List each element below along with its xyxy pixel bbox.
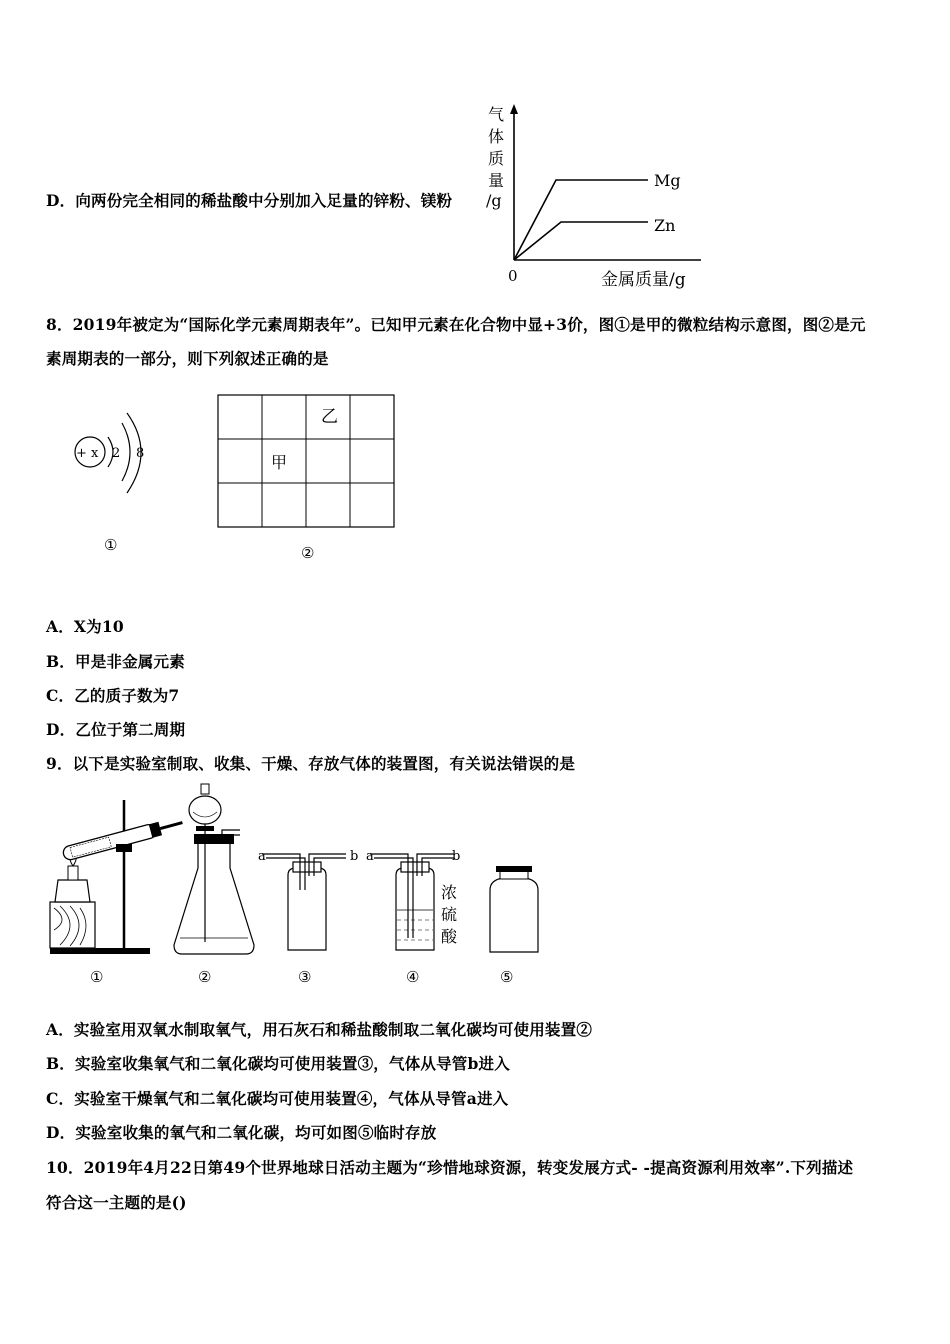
graph-label-mg: Mg: [654, 171, 681, 190]
graph-xlabel: 金属质量/g: [601, 270, 686, 290]
q9-option-a: A．实验室用双氧水制取氧气，用石灰石和稀盐酸制取二氧化碳均可使用装置②: [46, 1020, 593, 1039]
q8-option-a: A．X为10: [46, 617, 124, 636]
q9-option-d: D．实验室收集的氧气和二氧化碳，均可如图⑤临时存放: [46, 1123, 437, 1142]
apparatus-caption: ①: [90, 968, 104, 986]
graph-yunit: /g: [486, 191, 502, 210]
nucleus-charge: + x: [76, 446, 99, 461]
table-cell-jia: 甲: [271, 453, 288, 472]
q7-mass-graph: [476, 100, 716, 295]
figure1-caption: ①: [104, 536, 118, 554]
graph-ylabel-char: 质: [488, 149, 505, 168]
apparatus-3-gas-bottle: [258, 849, 358, 986]
lab-apparatus-figure: [40, 780, 560, 995]
atom-structure-diagram: [60, 405, 170, 565]
q9-option-b: B．实验室收集氧气和二氧化碳均可使用装置③，气体从导管b进入: [46, 1054, 510, 1073]
shell1-electrons: 2: [112, 446, 121, 461]
graph-origin: 0: [508, 267, 518, 285]
port-a-label: a: [258, 849, 266, 864]
q9-option-c: C．实验室干燥氧气和二氧化碳均可使用装置④，气体从导管a进入: [46, 1089, 509, 1108]
electron-shell-arc: [122, 423, 130, 481]
periodic-table-fragment: [215, 392, 400, 564]
apparatus-caption: ⑤: [500, 968, 514, 986]
q8-option-b: B．甲是非金属元素: [46, 652, 185, 671]
q10-stem-line2: 符合这一主题的是(): [46, 1193, 187, 1212]
apparatus-caption: ③: [298, 968, 312, 986]
graph-label-zn: Zn: [654, 216, 676, 235]
shell2-electrons: 8: [136, 446, 145, 461]
acid-label-char: 酸: [441, 927, 458, 946]
q7-option-d: D．向两份完全相同的稀盐酸中分别加入足量的锌粉、镁粉: [46, 191, 453, 210]
apparatus-5-storage-bottle: [490, 866, 538, 986]
apparatus-2-flask: [174, 784, 254, 986]
q8-option-c: C．乙的质子数为7: [46, 686, 180, 705]
q10-stem-line1: 10．2019年4月22日第49个世界地球日活动主题为“珍惜地球资源，转变发展方式- -提高资源利用效率”.下列描述: [46, 1158, 854, 1177]
q8-option-d: D．乙位于第二周期: [46, 720, 186, 739]
q9-stem: 9．以下是实验室制取、收集、干燥、存放气体的装置图，有关说法错误的是: [46, 754, 576, 773]
graph-ylabel-char: 气: [488, 105, 505, 124]
port-b-label: b: [452, 849, 461, 864]
graph-ylabel-char: 量: [488, 171, 505, 190]
table-cell-yi: 乙: [321, 407, 338, 427]
apparatus-caption: ②: [198, 968, 212, 986]
apparatus-caption: ④: [406, 968, 420, 986]
graph-y-arrow: [510, 104, 518, 114]
figure2-caption: ②: [301, 544, 315, 562]
q8-stem-line2: 素周期表的一部分，则下列叙述正确的是: [46, 349, 329, 368]
acid-label-char: 浓: [441, 883, 458, 902]
port-a-label: a: [366, 849, 374, 864]
apparatus-4-drying-bottle: [366, 849, 460, 986]
graph-line-mg: [514, 180, 648, 260]
q8-stem-line1: 8．2019年被定为“国际化学元素周期表年”。已知甲元素在化合物中显+3价，图①是甲的微粒结构示意图，图②是元: [46, 315, 866, 334]
graph-ylabel-char: 体: [488, 127, 505, 146]
acid-label-char: 硫: [441, 905, 458, 924]
graph-line-zn: [514, 222, 648, 260]
apparatus-1-heating: [50, 800, 184, 986]
port-b-label: b: [350, 849, 359, 864]
